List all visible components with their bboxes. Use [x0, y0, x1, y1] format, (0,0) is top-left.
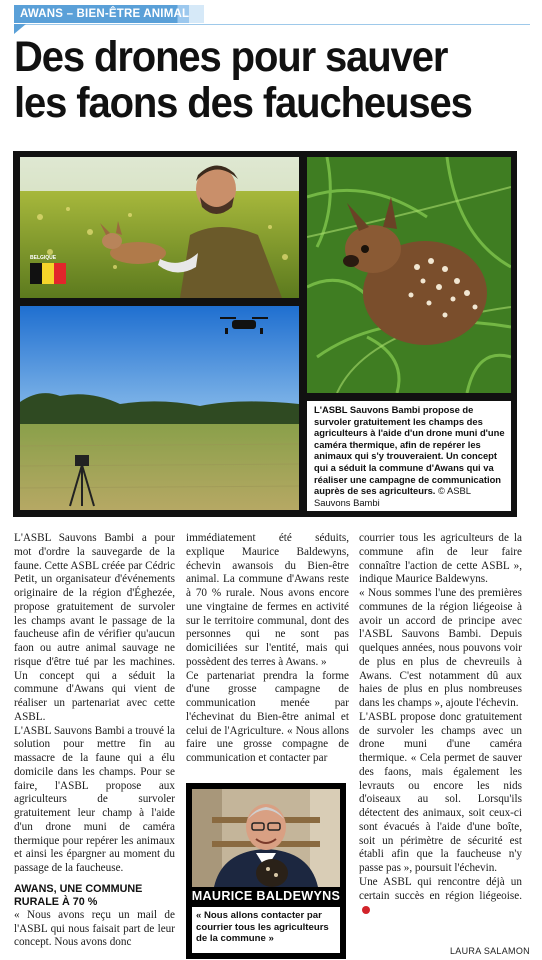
- photo-fawn-in-grass: [307, 157, 511, 393]
- article-column-2: [186, 532, 349, 766]
- body-paragraph: immédiatement été séduits, explique Maurice Baldewyns, échevin awansois du Bien-être animal. La commune d'Awans reste à 70 % rurale. Nous avons encore une vingtaine de fermes en activité sur le territoire communal, dont des personnes qui ne sont pas domiciliées sur l'entité, mais qui possèdent des terres à Awans. »: [186, 532, 349, 668]
- photo-drone-over-field: [20, 306, 299, 510]
- article-headline: Des drones pour sauver les faons des faucheuses: [14, 33, 472, 127]
- photo-caption: [307, 401, 511, 511]
- body-paragraph: Ce partenariat prendra la forme d'une grosse campagne de communication menée par l'échevinat du Bien-être animal et celui de l'Agriculture. « Nous allons faire une grosse compagne de communication et contacter par: [186, 669, 349, 764]
- section-rubric: AWANS – BIEN-ÊTRE ANIMAL: [14, 5, 204, 23]
- section-subhead: AWANS, UNE COMMUNE RURALE À 70 %: [14, 882, 143, 908]
- body-paragraph: L'ASBL Sauvons Bambi a pour mot d'ordre la sauvegarde de la faune. Cette ASBL créée par Cédric Petit, un organisateur d'événements originaire de la région d'Éghezée, propose gratuitement de survoler les champs avant le passage de la faucheuse afin de vérifier qu'aucun faon ou autre animal sauvage ne risque d'être tué par les machines. Un concept qui a séduit la commune d'Awans qui vient de réaliser un partenariat avec cette ASBL.: [14, 532, 175, 723]
- article-column-1: [14, 532, 175, 950]
- article-column-3: [359, 532, 522, 917]
- flag-label: BELGIQUE: [30, 255, 57, 261]
- rubric-divider: [14, 24, 530, 25]
- caption-text: L'ASBL Sauvons Bambi propose de survoler gratuitement les champs des agriculteurs à l'aide d'un drone muni d'une caméra thermique, afin de repérer les animaux qui s'y trouveraient. Un concept qui a séduit la commune d'Awans qui va réaliser une campagne de communication auprès de ses agriculteurs.: [314, 404, 505, 497]
- body-paragraph: L'ASBL Sauvons Bambi a trouvé la solution pour mettre fin au massacre de la faune qui a élu domicile dans les champs. Pour se faire, l'ASBL propose aux agriculteurs de survoler gratuitement leur champ à l'aide d'un drone muni de caméra thermique pour repérer les animaux et ainsi les épargner au moment du passage de la faucheuse.: [14, 724, 175, 874]
- photo-credit: © ASBL Sauvons Bambi: [314, 485, 471, 508]
- photo-block: [13, 151, 517, 517]
- pull-quote-box: [186, 783, 346, 959]
- body-paragraph: L'ASBL propose donc gratuitement de survoler les champs avec un drone muni d'une caméra thermique. « Cela permet de sauver des faons, mais également les levrauts ou encore les nids d'oiseaux au sol. Lorsqu'ils détectent des animaux, soit ceux-ci sont évacués à l'aide d'une boîte, soit un périmètre de sécurité est établi afin que la faucheuse n'y passe pas », poursuit l'échevin.: [359, 710, 522, 874]
- end-of-article-icon: [362, 906, 370, 914]
- photo-man-with-fawn: [20, 157, 299, 298]
- body-paragraph: « Nous sommes l'une des premières communes de la région liégeoise à avoir un accord de principe avec l'ASBL Sauvons Bambi. Depuis quelques années, nous pouvons voir de plus en plus de chevreuils à Awans. C'est notamment dû aux haies de plus en plus nombreuses dans les champs », ajoute l'échevin.: [359, 587, 522, 709]
- body-paragraph: « Nous avons reçu un mail de l'ASBL qui nous faisait part de leur concept. Nous avons donc: [14, 908, 175, 949]
- author-byline: LAURA SALAMON: [450, 946, 530, 956]
- pull-quote-text: « Nous allons contacter par courrier tous les agriculteurs de la commune »: [192, 907, 340, 953]
- quote-speaker-name: MAURICE BALDEWYNS: [191, 889, 341, 903]
- closing-sentence: Une ASBL qui rencontre déjà un certain succès en région liégeoise.: [359, 875, 522, 902]
- portrait-photo: [192, 789, 340, 887]
- body-paragraph: [359, 876, 522, 917]
- body-paragraph: courrier tous les agriculteurs de la commune afin de leur faire connaître l'action de cette ASBL », indique Maurice Baldewyns.: [359, 532, 522, 586]
